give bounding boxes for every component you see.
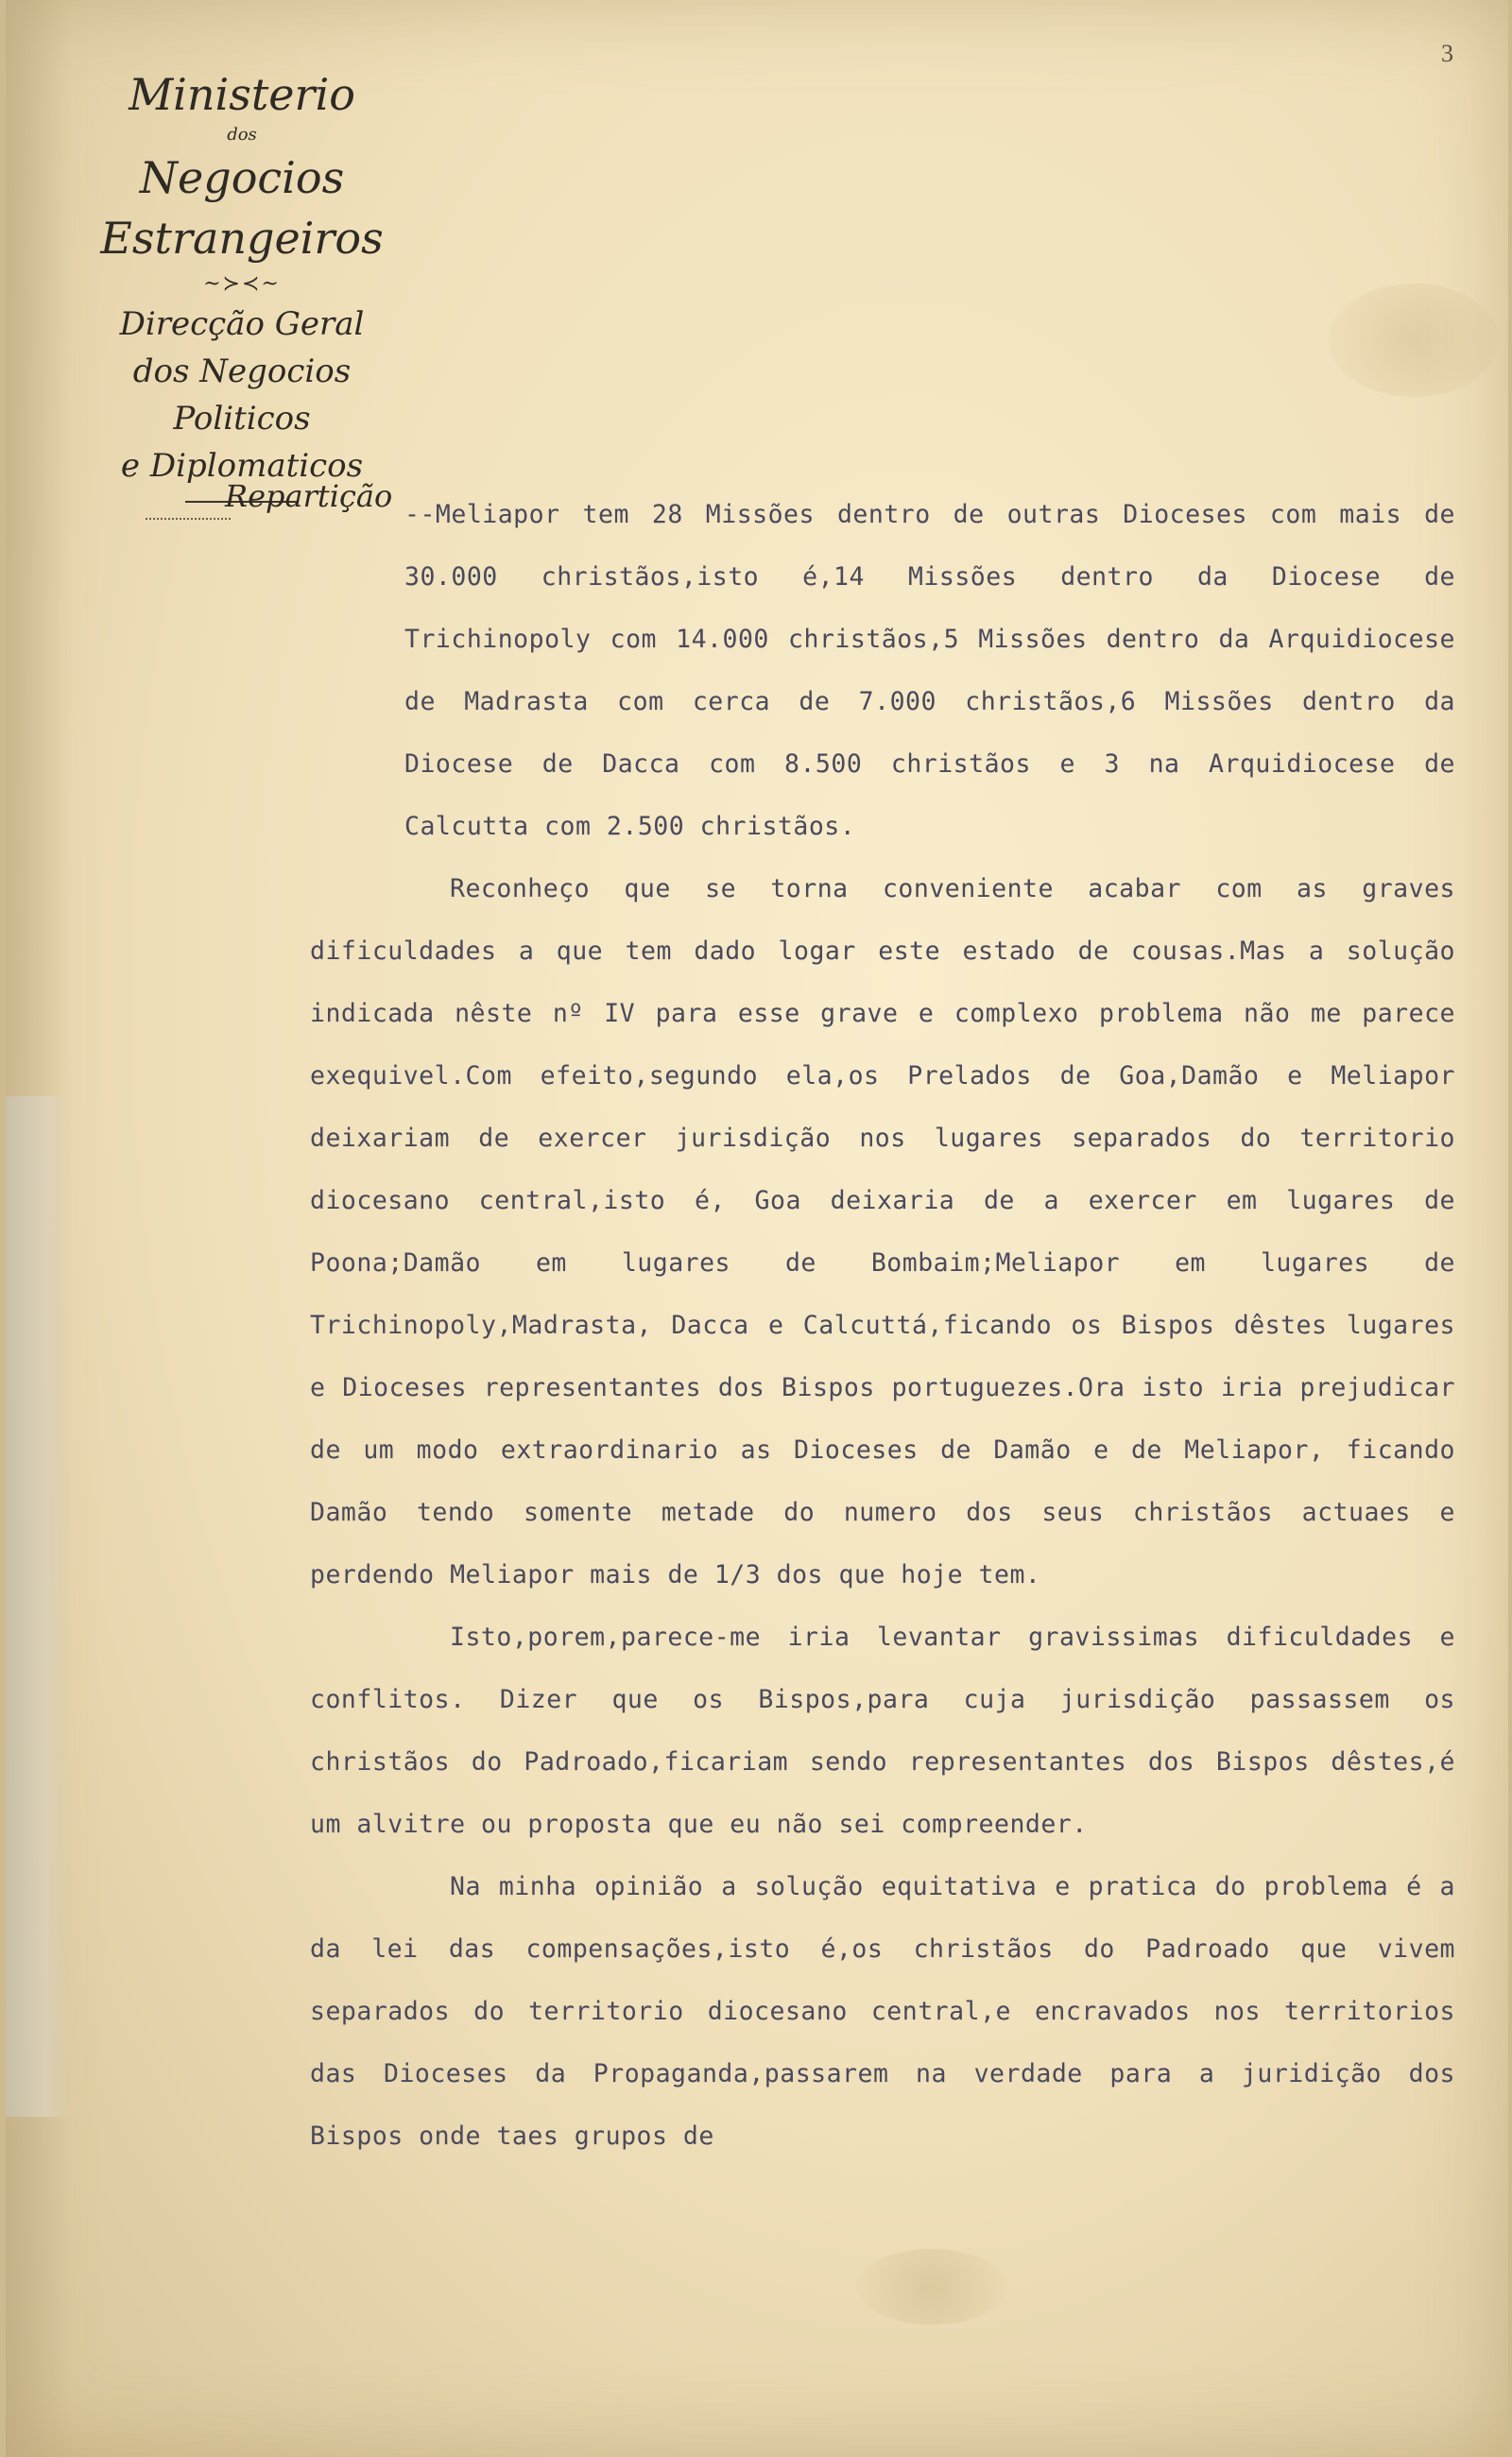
paper-stain xyxy=(856,2249,1007,2325)
repartition-label: Repartição xyxy=(225,478,393,514)
paragraph: --Meliapor tem 28 Missões dentro de outras Dioceses com mais de 30.000 christãos,isto é,14 Missões dentro da Diocese de Trichinopoly com 14.000 christãos,5 Missões dentro da Arquidiocese de Madrasta com cerca de 7.000 christãos,6 Missões dentro da Diocese de Dacca com 8.500 christãos e 3 na Arquidiocese de Calcutta com 2.500 christãos. xyxy=(404,500,1455,841)
letterhead-dos: dos xyxy=(227,125,257,145)
paragraph: Reconheço que se torna conveniente acabar com as graves dificuldades a que tem dado logar este estado de cousas.Mas a solução indicada nêste nº IV para esse grave e complexo problema não me parece exequivel.Com efeito,segundo ela,os Prelados de Goa,Damão e Meliapor deixariam de exercer jurisdição nos lugares separados do territorio diocesano central,isto é, Goa deixaria de a exercer em lugares de Poona;Damão em lugares de Bombaim;Meliapor em lugares de Trichinopoly,Madrasta, Dacca e Calcuttá,ficando os Bispos dêstes lugares e Dioceses representantes dos Bispos portuguezes.Ora isto iria prejudicar de um modo extraordinario as Dioceses de Damão e de Meliapor, ficando Damão tendo somente metade do numero dos seus christãos actuaes e perdendo Meliapor mais de 1/3 dos que hoje tem. xyxy=(310,874,1455,1589)
letterhead-direction-general: Direcção Geral xyxy=(119,305,365,343)
letterhead-flourish: ~≻≺~ xyxy=(203,272,281,296)
letterhead-ministry: Ministerio xyxy=(129,69,355,120)
document-sheet xyxy=(6,0,1508,2457)
page-number: 3 xyxy=(1441,40,1453,67)
repartition-dotted-line xyxy=(146,518,231,520)
letter-body xyxy=(310,484,1455,2168)
paragraph: Na minha opinião a solução equitativa e pratica do problema é a da lei das compensações,isto é,os christãos do Padroado que vivem separados do territorio diocesano central,e encravados nos territorios das Dioceses da Propaganda,passarem na verdade para a juridição dos Bispos onde taes grupos de xyxy=(310,1872,1455,2151)
torn-edge xyxy=(6,1096,72,2117)
letterhead-political-affairs: dos Negocios Politicos xyxy=(132,352,352,438)
paper-stain xyxy=(1329,284,1499,397)
letterhead xyxy=(62,66,421,503)
letterhead-diplomatic: e Diplomaticos xyxy=(120,447,364,485)
paragraph: Isto,porem,parece-me iria levantar gravissimas dificuldades e conflitos. Dizer que os Bispos,para cuja jurisdição passassem os christãos do Padroado,ficariam sendo representantes dos Bispos dêstes,é um alvitre ou proposta que eu não sei compreender. xyxy=(310,1623,1455,1839)
letterhead-foreign-affairs: Negocios Estrangeiros xyxy=(100,152,384,264)
